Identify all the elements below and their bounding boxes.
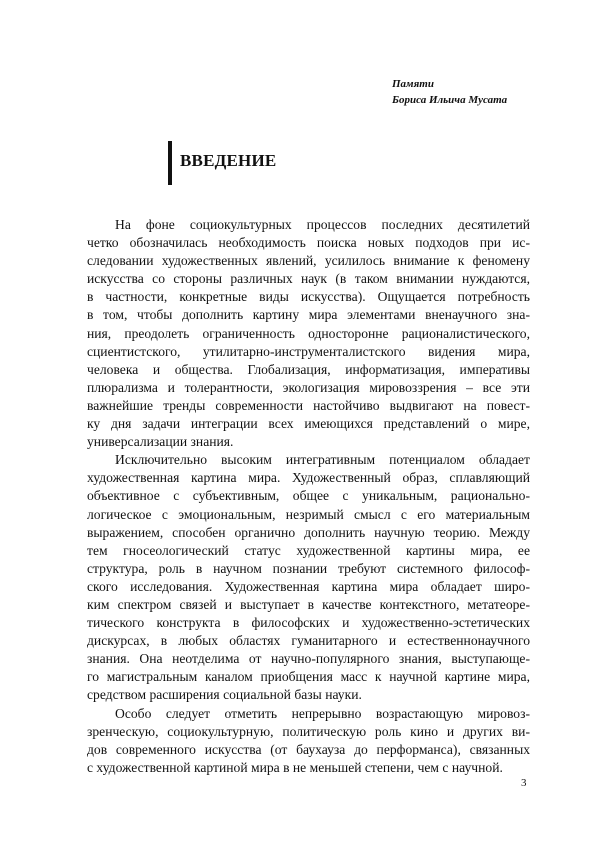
- paragraph-line: Исключительно высоким интегративным потенциалом обладает: [115, 452, 530, 468]
- body-text: [87, 216, 530, 777]
- paragraph-line: тического конструкта в философских и художественно-эстетических: [87, 615, 530, 631]
- paragraph-line: искусства со стороны различных наук (в таком внимании нуждаются,: [87, 271, 530, 287]
- paragraph-line: с художественной картиной мира в не меньшей степени, чем с научной.: [87, 759, 503, 775]
- dedication-line-1: Памяти: [392, 78, 434, 90]
- paragraph-line: следовании художественных явлений, усилилось внимание к феномену: [87, 253, 530, 269]
- page-number: 3: [521, 777, 527, 789]
- heading-bar: [168, 141, 172, 185]
- paragraph-line: знания. Она неотделима от научно-популярного знания, выступающе-: [87, 651, 530, 667]
- paragraph-line: человека и общества. Глобализация, информатизация, императивы: [87, 361, 530, 377]
- paragraph-line: плюрализма и толерантности, экологизация мировоззрения – все эти: [87, 379, 530, 395]
- paragraph-line: объективное с субъективным, общее с уникальным, рационально-: [87, 488, 530, 504]
- paragraph-line: дов современного искусства (от баухауза до перформанса), связанных: [87, 741, 530, 757]
- paragraph-line: Особо следует отметить непрерывно возрастающую мировоз-: [115, 705, 530, 721]
- paragraph-line: На фоне социокультурных процессов последних десятилетий: [115, 217, 530, 232]
- dedication: [392, 76, 572, 108]
- paragraph: [87, 451, 530, 704]
- paragraph-line: в том, чтобы дополнить картину мира элементами вненаучного зна-: [87, 307, 530, 323]
- paragraph: [87, 216, 530, 451]
- paragraph-line: зренческую, социокультурную, политическую роль кино и других ви-: [87, 723, 530, 739]
- paragraph-line: ния, преодолеть ограниченность односторонне рационалистического,: [87, 325, 530, 341]
- paragraph-line: тем гносеологический статус художественной картины мира, ее: [87, 542, 530, 558]
- paragraph-line: художественная картина мира. Художественный образ, сплавляющий: [87, 470, 530, 486]
- paragraph-line: структура, роль в научном познании требуют системного философ-: [87, 560, 530, 576]
- dedication-line-2: Бориса Ильича Мусата: [392, 94, 508, 106]
- paragraph-line: универсализации знания.: [87, 434, 234, 450]
- paragraph-line: ким спектром связей и выступает в качестве контекстного, метатеоре-: [87, 596, 530, 612]
- paragraph-line: ку дня задачи интеграции всех имеющихся представлений о мире,: [87, 416, 530, 432]
- paragraph-line: ского исследования. Художественная картина мира обладает широ-: [87, 578, 530, 594]
- paragraph-line: важнейшие тренды современности настойчиво выдвигают на повест-: [87, 397, 530, 413]
- paragraph-line: логическое с эмоциональным, незримый смысл с его материальным: [87, 506, 530, 522]
- paragraph-line: четко обозначилась необходимость поиска новых подходов при ис-: [87, 235, 530, 251]
- paragraph-line: в частности, конкретные виды искусства). Ощущается потребность: [87, 289, 530, 305]
- paragraph-line: выражением, способен органично дополнить научную теорию. Между: [87, 524, 530, 540]
- paragraph-line: средством расширения социальной базы науки.: [87, 687, 362, 703]
- paragraph-line: го магистральным каналом приобщения масс к научной картине мира,: [87, 669, 530, 685]
- paragraph-line: дискурсах, в любых областях гуманитарного и естественнонаучного: [87, 633, 530, 649]
- paragraph: [87, 705, 530, 777]
- paragraph-line: сциентистского, утилитарно-инструменталистского видения мира,: [87, 343, 530, 359]
- chapter-heading: ВВЕДЕНИЕ: [180, 151, 277, 170]
